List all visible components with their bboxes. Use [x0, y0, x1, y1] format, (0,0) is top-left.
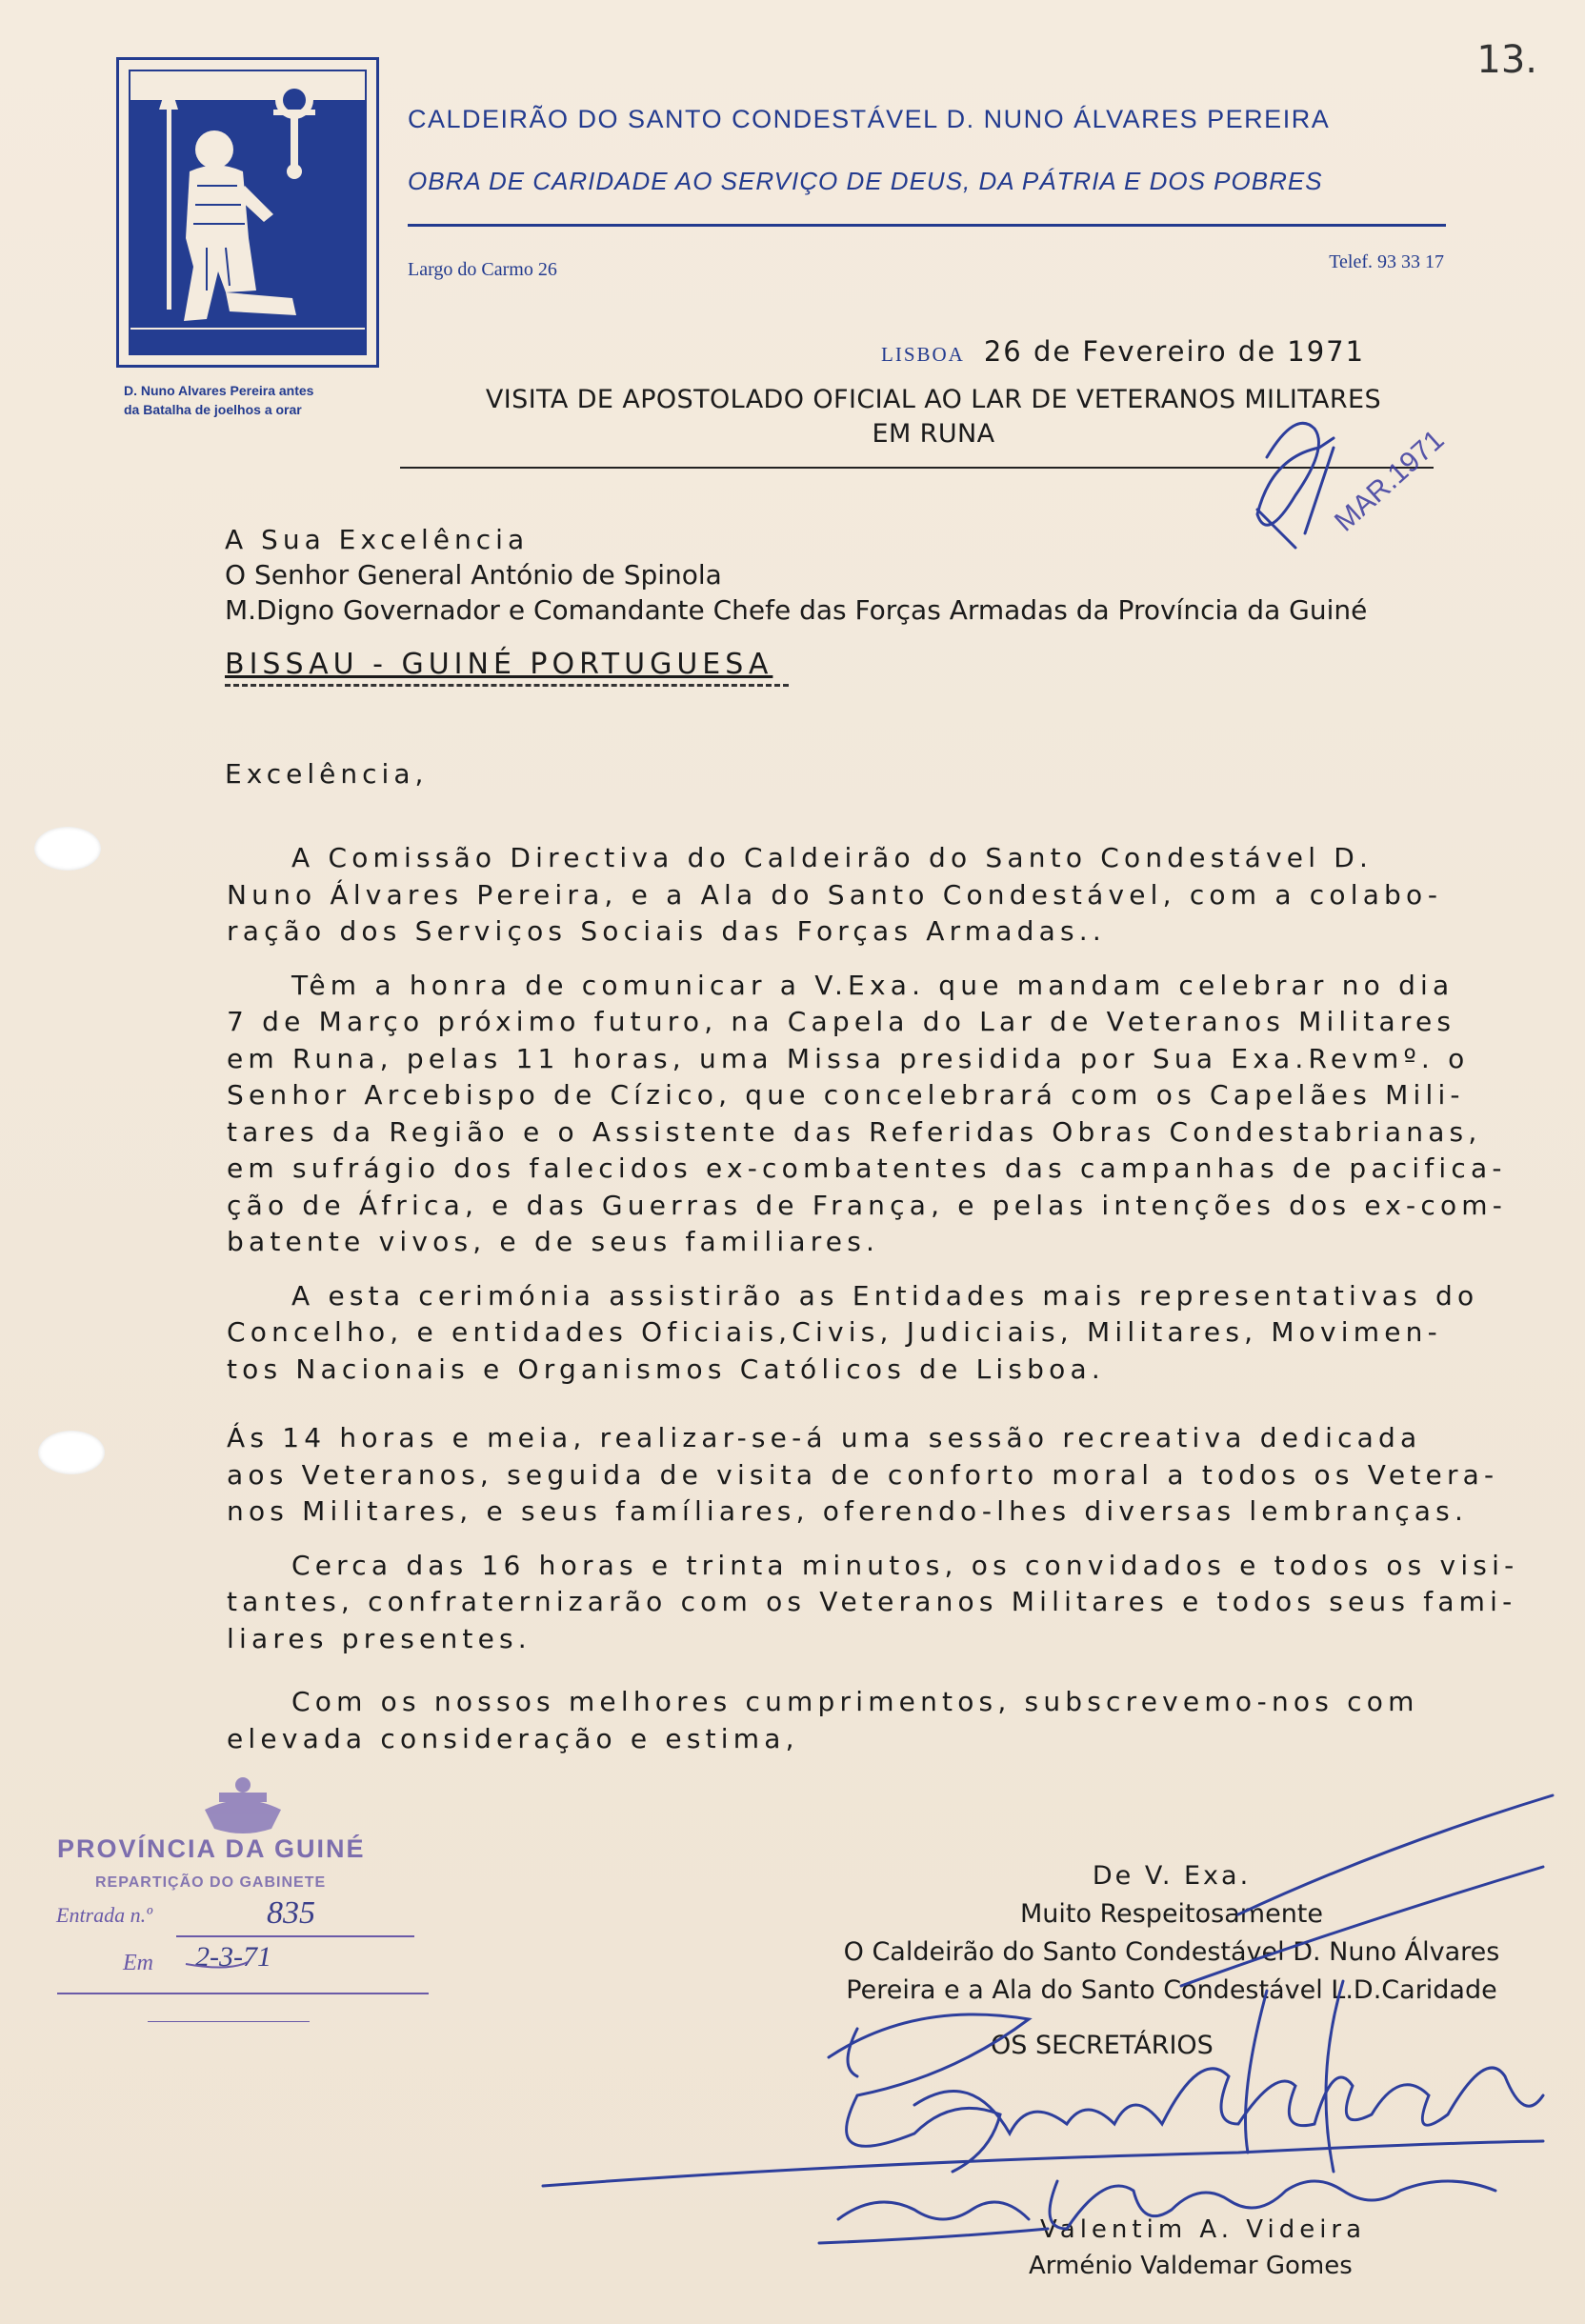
- organization-telephone: Telef. 93 33 17: [1329, 251, 1444, 272]
- closing-line2: Muito Respeitosamente: [1019, 1899, 1323, 1929]
- date: 26 de Fevereiro de 1971: [983, 335, 1366, 368]
- paragraph-4: Ás 14 horas e meia, realizar-se-á uma sessão recreativa dedicada aos Veteranos, seguida de visita de conforto moral a todos os Vetera- nos Militares, e seus famíliares, oferendo-lhes diversas lembranças.: [227, 1422, 1499, 1527]
- organization-address: Largo do Carmo 26: [408, 259, 557, 280]
- paragraph-6: Com os nossos melhores cumprimentos, subscrevemo-nos com elevada consideração e estima,: [227, 1686, 1419, 1754]
- subject: VISITA DE APOSTOLADO OFICIAL AO LAR DE VETERANOS MILITARES EM RUNA: [485, 385, 1382, 449]
- organization-motto: OBRA DE CARIDADE AO SERVIÇO DE DEUS, DA PÁTRIA E DOS POBRES: [408, 167, 1323, 195]
- closing-line3: O Caldeirão do Santo Condestável D. Nuno Álvares: [843, 1937, 1500, 1967]
- addressee-city: BISSAU - GUINÉ PORTUGUESA: [225, 648, 773, 681]
- addressee-line2: O Senhor General António de Spinola: [225, 559, 722, 591]
- page-number: 13.: [1476, 38, 1537, 82]
- signatory-name2: Arménio Valdemar Gomes: [1029, 2252, 1353, 2280]
- paragraph-3: A esta cerimónia assistirão as Entidades mais representativas do Concelho, e entidades Oficiais,Civis, Judiciais, Militares, Movimen- tos Nacionais e Organismos Católicos de Lisboa.: [227, 1279, 1479, 1385]
- signature-gomes: [838, 2181, 1495, 2229]
- organization-name: CALDEIRÃO DO SANTO CONDESTÁVEL D. NUNO ÁLVARES PEREIRA: [408, 105, 1331, 133]
- paragraph-1: A Comissão Directiva do Caldeirão do Santo Condestável D. Nuno Álvares Pereira, e a Ala do Santo Condestável, com a colabo- ração dos Serviços Sociais das Forças Armadas..: [227, 842, 1443, 947]
- stamp-date-label: Em: [123, 1951, 153, 1975]
- paragraph-5: Cerca das 16 horas e trinta minutos, os convidados e todos os visi- tantes, confraternizarão com os Veteranos Militares e todos seus fami- liares presentes.: [227, 1549, 1519, 1654]
- place: LISBOA: [881, 343, 965, 366]
- logo-caption: D. Nuno Alvares Pereira antes da Batalha de joelhos a orar: [124, 383, 314, 417]
- signature-videira: [829, 2014, 1543, 2172]
- stamp-subtitle: REPARTIÇÃO DO GABINETE: [95, 1874, 327, 1891]
- stamp-entry-label: Entrada n.º: [56, 1903, 152, 1927]
- stamp-date-value: 2-3-71: [195, 1941, 271, 1973]
- closing-line1: De V. Exa.: [1092, 1861, 1252, 1891]
- salutation: Excelência,: [225, 758, 429, 790]
- signatory-name1: Valentim A. Videira: [1040, 2215, 1367, 2244]
- closing-line4: Pereira e a Ala do Santo Condestável L.D.Caridade: [846, 1975, 1497, 2005]
- addressee-line3: M.Digno Governador e Comandante Chefe das Forças Armadas da Província da Guiné: [225, 594, 1368, 626]
- addressee-line1: A Sua Excelência: [225, 524, 530, 555]
- secretaries-label: OS SECRETÁRIOS: [991, 2031, 1214, 2060]
- stamp-entry-number: 835: [267, 1895, 315, 1931]
- initials-signature: [1257, 423, 1334, 533]
- paragraph-2: Têm a honra de comunicar a V.Exa. que mandam celebrar no dia 7 de Março próximo futuro, na Capela do Lar de Veteranos Militares em Runa, pelas 11 horas, uma Missa presidida por Sua Exa.Revmº. o Senhor Arcebispo de Cízico, que concelebrará com os Capelães Mili- tares da Região e o Assistente das Referidas Obras Condestabrianas, em sufrágio dos falecidos ex-combatentes das campanhas de pacifica- ção de África, e das Guerras de França, e pelas intenções dos ex-com- batente vivos, e de seus familiares.: [227, 969, 1508, 1257]
- received-stamp: MAR.1971: [1329, 424, 1451, 538]
- stamp-title: PROVÍNCIA DA GUINÉ: [57, 1834, 366, 1863]
